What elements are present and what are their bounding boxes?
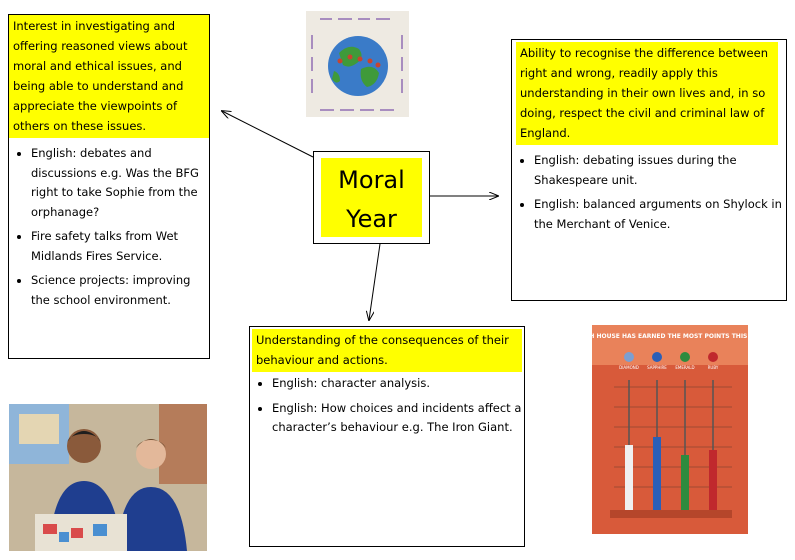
central-topic-line2: Year: [346, 205, 397, 233]
list-item: • English: character analysis.: [272, 374, 524, 394]
globe-poster-image: [306, 11, 409, 117]
consequences-box: [249, 326, 525, 547]
house-label: EMERALD: [675, 365, 695, 370]
house-points-board-image: [571, 325, 769, 534]
arrow-to-top-left-box: [222, 111, 313, 157]
students-illustration-icon: [9, 404, 207, 551]
right-and-wrong-heading: Ability to recognise the difference between right and wrong, readily apply this understanding in their own lives and, in so doing, respect the civil and criminal law of England.: [516, 42, 778, 145]
consequences-heading: Understanding of the consequences of their behaviour and actions.: [252, 329, 522, 372]
right-and-wrong-box: [511, 39, 787, 301]
central-topic-line1: Moral: [338, 166, 405, 194]
central-topic-highlight: [321, 158, 422, 237]
list-item: • English: debates and discussions e.g. Was the BFG right to take Sophie from the orphanage?: [31, 144, 209, 222]
list-item: • Fire safety talks from Wet Midlands Fires Service.: [31, 227, 209, 266]
house-board-title: WHICH HOUSE HAS EARNED THE MOST POINTS THIS WEEK: [571, 333, 769, 340]
house-label: DIAMOND: [619, 365, 639, 370]
moral-views-box: [8, 14, 210, 359]
house-label: SAPPHIRE: [647, 365, 667, 370]
students-photo: [9, 404, 207, 551]
list-item: • English: How choices and incidents affect a character’s behaviour e.g. The Iron Giant.: [272, 399, 524, 438]
consequences-list: [250, 374, 524, 438]
moral-views-list: [9, 144, 209, 310]
globe-icon: [306, 11, 409, 117]
central-topic-box: [313, 151, 430, 244]
right-and-wrong-list: [512, 151, 786, 234]
moral-views-heading: Interest in investigating and offering reasoned views about moral and ethical issues, and being able to understand and appreciate the viewpoints of others on these issues.: [9, 15, 209, 138]
list-item: • Science projects: improving the school environment.: [31, 271, 209, 310]
list-item: • English: debating issues during the Shakespeare unit.: [534, 151, 786, 190]
list-item: • English: balanced arguments on Shylock in the Merchant of Venice.: [534, 195, 786, 234]
house-label: RUBY: [707, 365, 719, 370]
house-points-board: [571, 325, 769, 534]
arrow-to-bottom-box: [369, 244, 380, 320]
